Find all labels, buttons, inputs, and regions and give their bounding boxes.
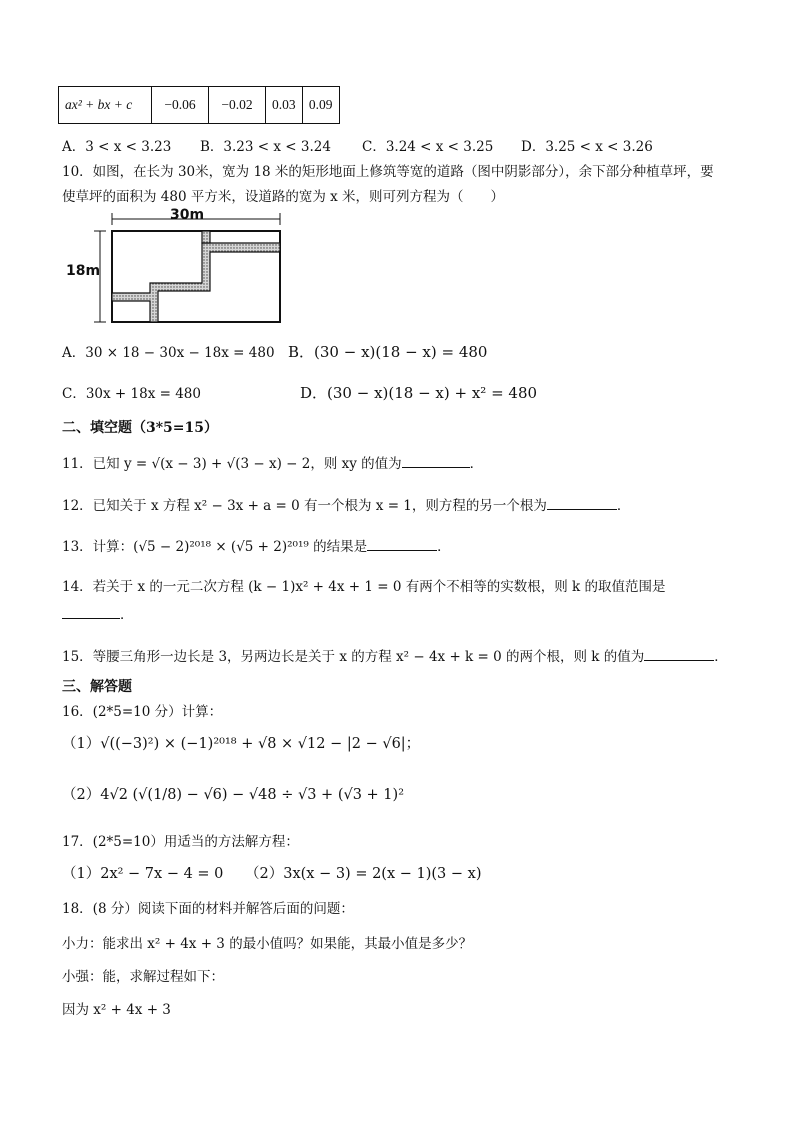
q9-option-d: D．3.25 < x < 3.26 [521, 139, 653, 155]
q11: 11．已知 y = √(x − 3) + √(3 − x) − 2，则 xy 的值为 ． [62, 452, 483, 472]
q11-text: 11．已知 y = √(x − 3) + √(3 − x) − 2，则 xy 的值为 [62, 456, 402, 472]
section2-title: 二、填空题（3*5=15） [62, 420, 219, 436]
q17-part1: （1）2x² − 7x − 4 = 0 [62, 866, 224, 882]
q10-option-a: A．30 × 18 − 30x − 18x = 480 [62, 345, 275, 361]
q18-line2: 小强：能，求解过程如下： [62, 969, 224, 985]
q10-option-d: D．(30 − x)(18 − x) + x² = 480 [300, 384, 538, 402]
q10-text-line1: 10．如图，在长为 30米，宽为 18 米的矩形地面上修筑等宽的道路（图中阴影部分），余下部分种植草坪，要 [62, 164, 714, 180]
q10-option-b: B．(30 − x)(18 − x) = 480 [288, 343, 488, 361]
q13-text: 13．计算：(√5 − 2)²⁰¹⁸ × (√5 + 2)²⁰¹⁹ 的结果是 [62, 539, 368, 555]
fig-height-label: 18m [66, 263, 101, 279]
q18-line3: 因为 x² + 4x + 3 [62, 1002, 171, 1018]
table-cell: −0.06 [152, 87, 209, 124]
q14-blank-line: ． [62, 603, 134, 623]
road-diagram [62, 205, 292, 325]
q17-part2: （2）3x(x − 3) = 2(x − 1)(3 − x) [245, 866, 482, 882]
q16-part1: （1）√((−3)²) × (−1)²⁰¹⁸ + √8 × √12 − |2 − √6|； [62, 736, 421, 752]
q16-part2: （2）4√2 (√(1/8) − √6) − √48 ÷ √3 + (√3 + 1)² [62, 787, 405, 803]
q12: 12．已知关于 x 方程 x² − 3x + a = 0 有一个根为 x = 1，则方程的另一个根为 ． [62, 494, 630, 514]
value-table [58, 86, 340, 124]
fig-width-label: 30m [170, 207, 205, 223]
q18-heading: 18．(8 分）阅读下面的材料并解答后面的问题： [62, 901, 354, 917]
table-row-header: ax² + bx + c [59, 87, 152, 124]
q9-option-a: A．3 < x < 3.23 [62, 139, 172, 155]
q12-text: 12．已知关于 x 方程 x² − 3x + a = 0 有一个根为 x = 1，则方程的另一个根为 [62, 498, 547, 514]
section3-title: 三、解答题 [62, 679, 132, 695]
q15-answer-blank [644, 646, 714, 661]
q16-heading: 16．(2*5=10 分）计算： [62, 704, 223, 720]
q18-line1: 小力：能求出 x² + 4x + 3 的最小值吗？如果能，其最小值是多少？ [62, 936, 473, 952]
q13: 13．计算：(√5 − 2)²⁰¹⁸ × (√5 + 2)²⁰¹⁹ 的结果是 ． [62, 535, 451, 555]
q12-answer-blank [547, 495, 617, 510]
q10-text-line2: 使草坪的面积为 480 平方米，设道路的宽为 x 米，则可列方程为（ ） [62, 189, 505, 205]
q10-option-c: C．30x + 18x = 480 [62, 386, 201, 402]
table-cell: 0.03 [266, 87, 303, 124]
q15-text: 15．等腰三角形一边长是 3，另两边长是关于 x 的方程 x² − 4x + k = 0 的两个根，则 k 的值为 [62, 649, 645, 665]
q13-answer-blank [367, 536, 437, 551]
q9-option-c: C．3.24 < x < 3.25 [362, 139, 494, 155]
q9-option-b: B．3.23 < x < 3.24 [200, 139, 331, 155]
q11-answer-blank [402, 453, 470, 468]
q14-text: 14．若关于 x 的一元二次方程 (k − 1)x² + 4x + 1 = 0 有两个不相等的实数根，则 k 的取值范围是 [62, 579, 666, 595]
table-cell: 0.09 [302, 87, 339, 124]
q14-answer-blank [62, 604, 120, 619]
q17-heading: 17．(2*5=10）用适当的方法解方程： [62, 834, 299, 850]
table-cell: −0.02 [209, 87, 266, 124]
q15: 15．等腰三角形一边长是 3，另两边长是关于 x 的方程 x² − 4x + k = 0 的两个根，则 k 的值为 ． [62, 645, 728, 665]
